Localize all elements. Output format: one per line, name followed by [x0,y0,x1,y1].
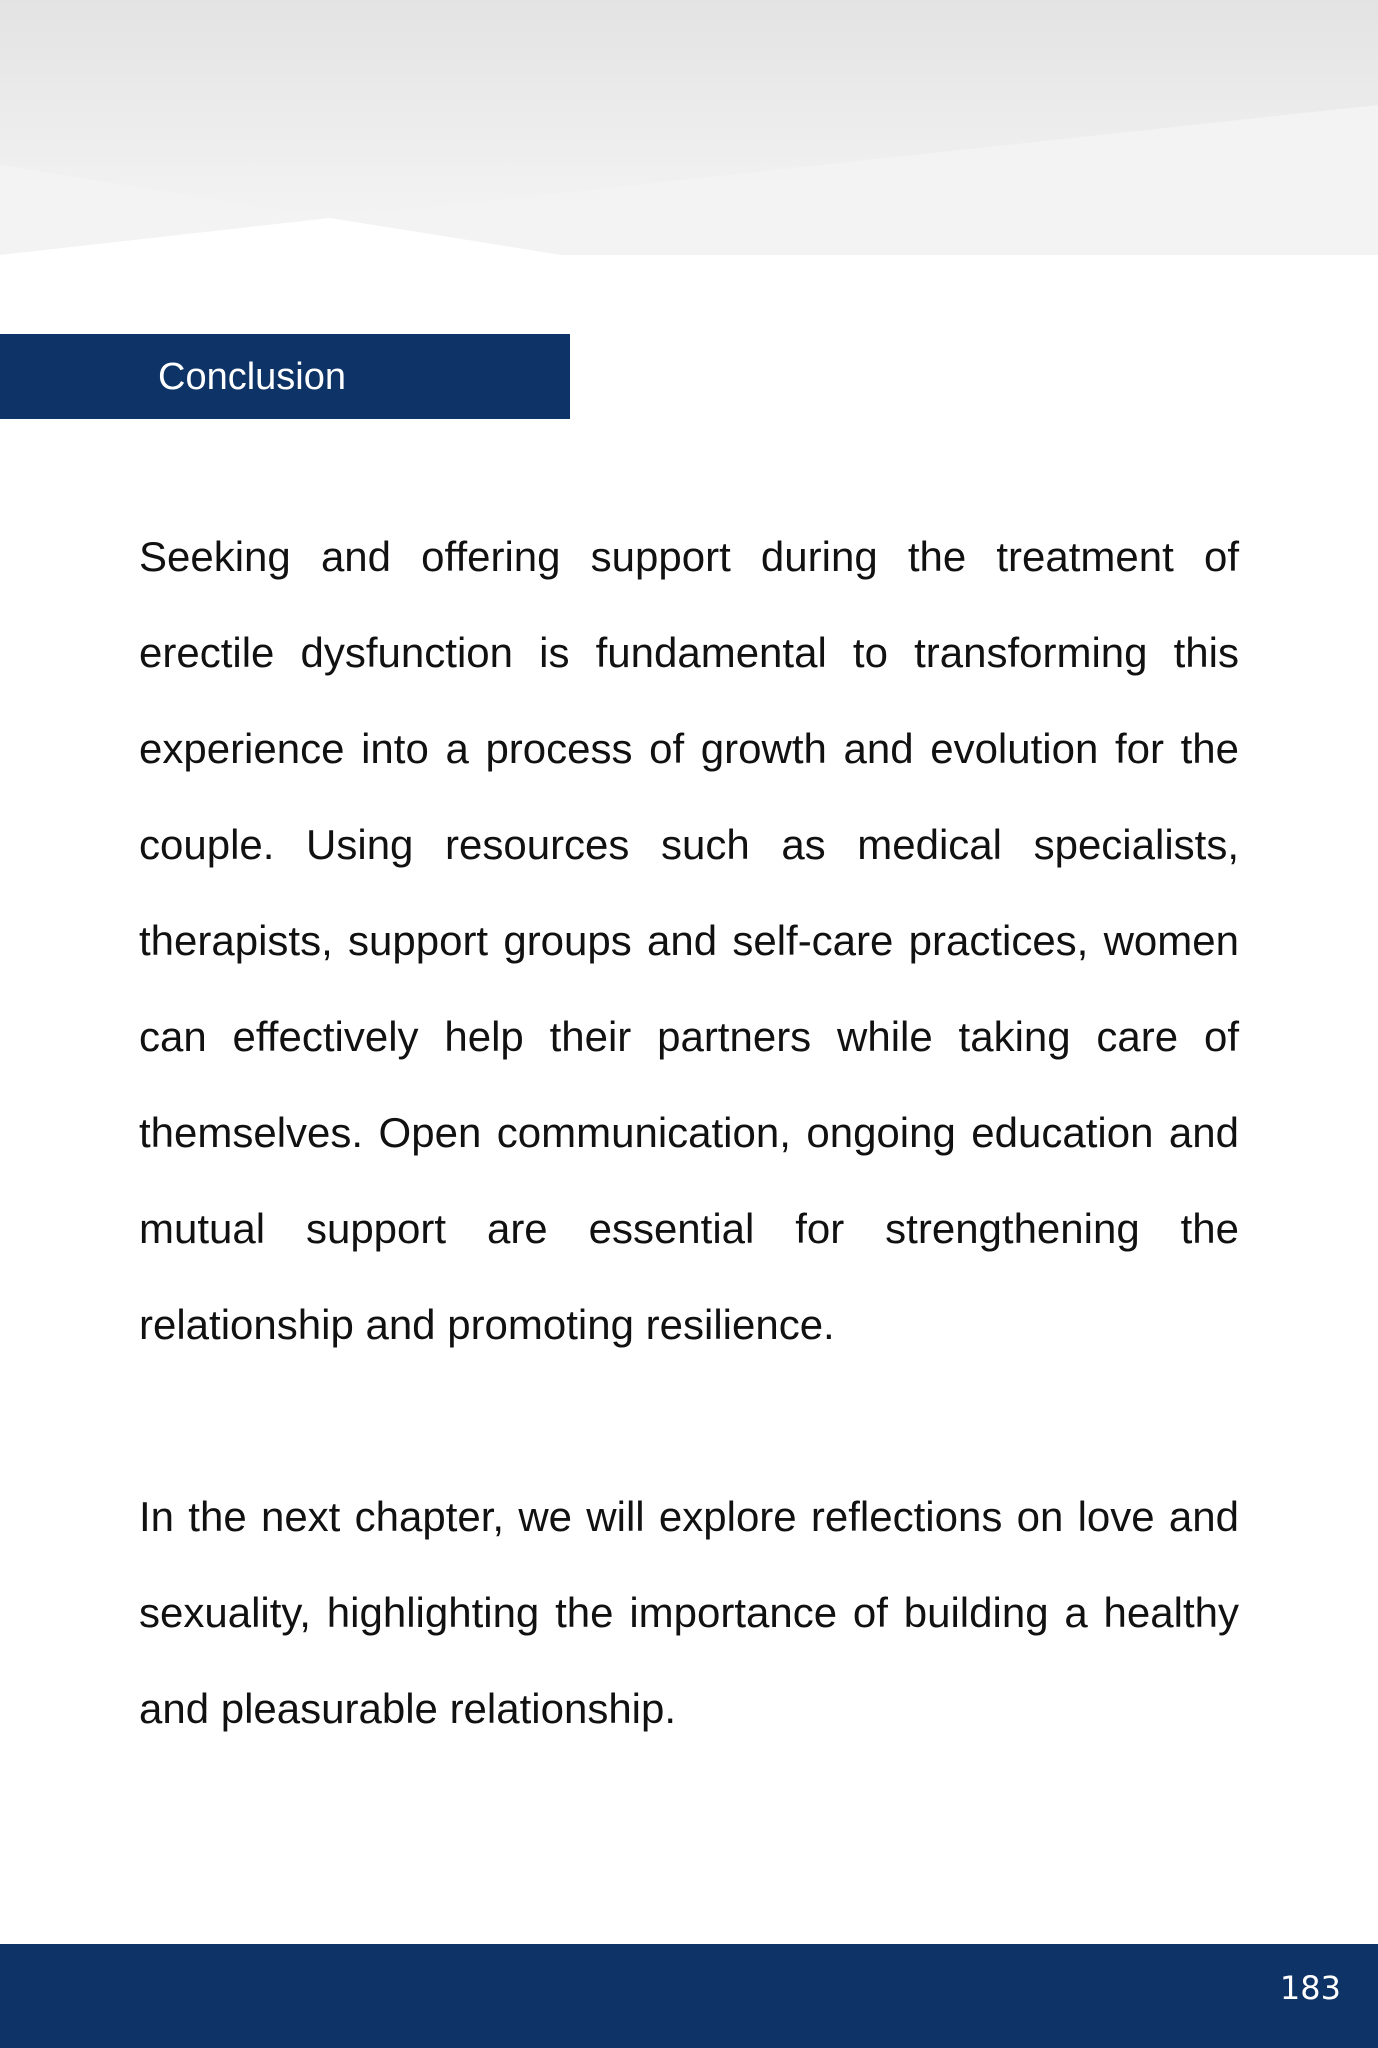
header-background-decoration [0,0,1378,340]
page-number: 183 [1279,1969,1341,2007]
footer-bar [0,1944,1378,2048]
body-text [139,509,1239,1757]
paragraph-next-chapter: In the next chapter, we will explore reflections on love and sexuality, highlighting the importance of building a healthy and pleasurable relationship. [139,1493,1239,1732]
section-title: Conclusion [158,355,346,398]
section-title-banner [0,334,570,419]
paragraph-conclusion: Seeking and offering support during the treatment of erectile dysfunction is fundamental to transforming this experience into a process of growth and evolution for the couple. Using resources such as medical specialists, therapists, support groups and self-care practices, women can effectively help their partners while taking care of themselves. Open communication, ongoing education and mutual support are essential for strengthening the relationship and promoting resilience. [139,533,1239,1348]
